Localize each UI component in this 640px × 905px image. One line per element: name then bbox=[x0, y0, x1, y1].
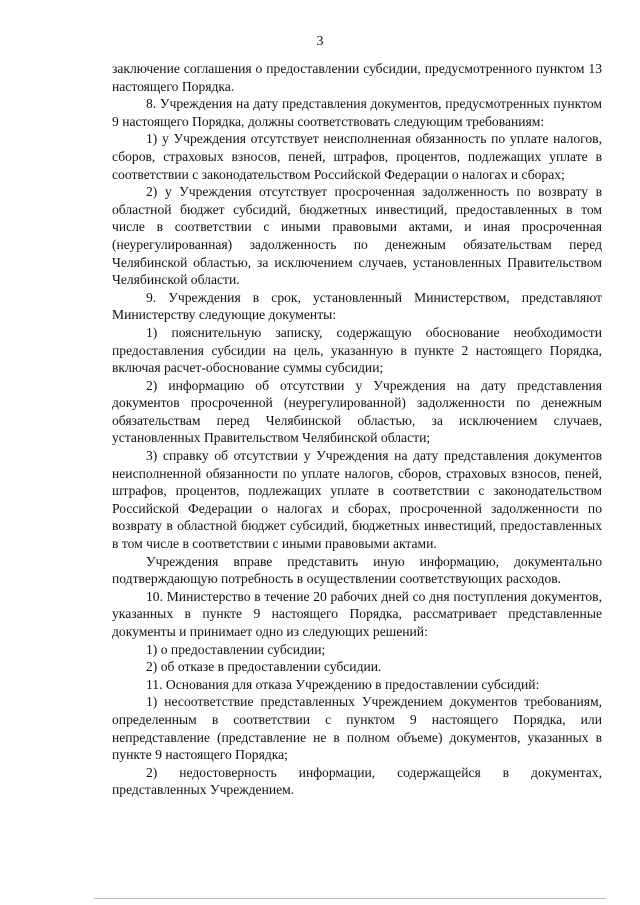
page-number: 3 bbox=[316, 34, 324, 49]
paragraph-clause-9-note: Учреждения вправе представить иную информацию, документально подтверждающую потребность в осуществлении соответствующих расходов. bbox=[112, 553, 602, 587]
paragraph-clause-8-item-2: 2) у Учреждения отсутствует просроченная задолженность по возврату в областной бюджет субсидий, бюджетных инвестиций, предоставленных в том числе в соответствии с иными правовыми актами, и иная просроченная (неурегулированная) задолженность по денежным обязательствам перед Челябинской областью, за исключением случаев, установленных Правительством Челябинской области. bbox=[112, 184, 602, 288]
paragraph-clause-11: 11. Основания для отказа Учреждению в предоставлении субсидий: bbox=[146, 676, 540, 692]
paragraph-clause-8: 8. Учреждения на дату представления документов, предусмотренных пунктом 9 настоящего Порядка, должны соответствовать следующим требованиям: bbox=[112, 96, 602, 129]
paragraph-clause-9: 9. Учреждения в срок, установленный Министерством, представляют Министерству следующие документы: bbox=[112, 289, 602, 323]
paragraph-clause-8-item-1: 1) у Учреждения отсутствует неисполненная обязанность по уплате налогов, сборов, страховых взносов, пеней, штрафов, процентов, подлежащих уплате в соответствии с законодательством Российской Федерации о налогах и сборах; bbox=[112, 131, 602, 182]
paragraph-clause-10: 10. Министерство в течение 20 рабочих дней со дня поступления документов, указанных в пункте 9 настоящего Порядка, рассматривает представленные документы и принимает одно из следующих решений: bbox=[112, 588, 602, 639]
paragraph-clause-9-item-3: 3) справку об отсутствии у Учреждения на дату представления документов неисполненной обязанности по уплате налогов, сборов, страховых взносов, пеней, штрафов, процентов, подлежащих уплате в соответствии с законодательством Российской Федерации о налогах и сборах, просроченной задолженности по возврату в областной бюджет субсидий, бюджетных инвестиций, предоставленных в том числе в соответствии с иными правовыми актами. bbox=[112, 448, 602, 552]
scan-edge-line bbox=[94, 898, 606, 899]
paragraph-clause-10-item-2: 2) об отказе в предоставлении субсидии. bbox=[146, 659, 382, 675]
paragraph-continuation: заключение соглашения о предоставлении субсидии, предусмотренного пунктом 13 настоящего Порядка. bbox=[112, 61, 602, 94]
paragraph-clause-9-item-2: 2) информацию об отсутствии у Учреждения на дату представления документов просроченной (неурегулированной) задолженности по денежным обязательствам перед Челябинской областью, за исключением случаев, установленных Правительством Челябинской области; bbox=[112, 377, 602, 446]
paragraph-clause-11-item-2: 2) недостоверность информации, содержащейся в документах, представленных Учреждением. bbox=[112, 764, 602, 798]
document-body bbox=[112, 60, 602, 799]
paragraph-clause-9-item-1: 1) пояснительную записку, содержащую обоснование необходимости предоставления субсидии на цель, указанную в пункте 2 настоящего Порядка, включая расчет-обоснование суммы субсидии; bbox=[112, 324, 602, 376]
paragraph-clause-11-item-1: 1) несоответствие представленных Учреждением документов требованиям, определенным в соответствии с пунктом 9 настоящего Порядка, или непредставление (представление не в полном объеме) документов, указанных в пункте 9 настоящего Порядка; bbox=[112, 694, 602, 763]
paragraph-clause-10-item-1: 1) о предоставлении субсидии; bbox=[146, 641, 326, 657]
